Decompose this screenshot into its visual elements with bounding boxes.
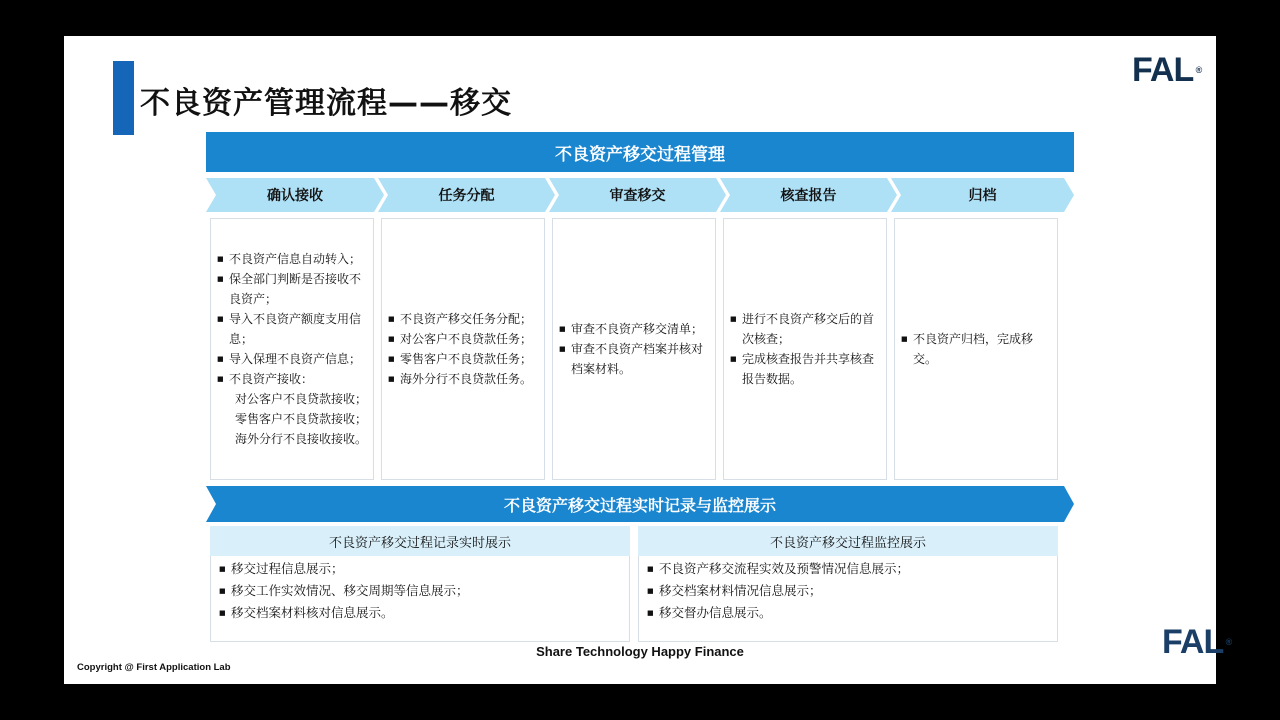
list-item: ■ 完成核查报告并共享核查报告数据。 [742, 349, 884, 389]
list-item: ■ 移交档案材料情况信息展示； [659, 580, 1057, 602]
list-item: ■ 移交档案材料核对信息展示。 [231, 602, 629, 624]
column-verify-report [723, 218, 887, 480]
list-item: ■ 审查不良资产移交清单； [571, 319, 713, 339]
list-item: ■ 不良资产信息自动转入； [229, 249, 371, 269]
list-item: ■ 零售客户不良贷款任务； [400, 349, 542, 369]
monitoring-banner-text: 不良资产移交过程实时记录与监控展示 [503, 495, 776, 515]
list-item: ■ 导入保理不良资产信息； [229, 349, 371, 369]
tagline: Share Technology Happy Finance [536, 644, 744, 659]
column-confirm-receive [210, 218, 374, 480]
list-item: ■ 海外分行不良贷款任务。 [400, 369, 542, 389]
list-item: ■ 不良资产接收： [229, 369, 371, 389]
column-task-assign [381, 218, 545, 480]
logo-text: FAL [1132, 51, 1194, 89]
fal-watermark-logo [1162, 623, 1232, 661]
logo-text: FAL [1162, 623, 1224, 661]
panel-record-header: 不良资产移交过程记录实时展示 [210, 526, 630, 556]
registered-mark: ® [1195, 65, 1202, 75]
step-review-transfer: 审查移交 [609, 188, 666, 204]
sub-list-item: 零售客户不良贷款接收； [235, 412, 368, 426]
process-steps [206, 178, 1074, 212]
panel-monitor [638, 556, 1058, 642]
list-item: ■ 进行不良资产移交后的首次核查； [742, 309, 884, 349]
page-title: 不良资产管理流程——移交 [140, 86, 512, 121]
fal-logo [1132, 51, 1202, 89]
slide [64, 36, 1232, 684]
copyright: Copyright @ First Application Lab [77, 662, 231, 673]
step-archive: 归档 [968, 188, 997, 204]
step-verify-report: 核查报告 [780, 188, 837, 204]
step-confirm-receive: 确认接收 [267, 188, 323, 204]
monitoring-banner [206, 486, 1074, 522]
panel-monitor-header: 不良资产移交过程监控展示 [638, 526, 1058, 556]
registered-mark: ® [1225, 637, 1232, 647]
list-item: ■ 不良资产移交流程实效及预警情况信息展示； [659, 558, 1057, 580]
list-item: ■ 审查不良资产档案并核对档案材料。 [571, 339, 713, 379]
process-management-banner: 不良资产移交过程管理 [206, 132, 1074, 172]
list-item: ■ 保全部门判断是否接收不良资产； [229, 269, 371, 309]
list-item: ■ 移交过程信息展示； [231, 558, 629, 580]
step-task-assign: 任务分配 [438, 188, 495, 204]
list-item: ■ 不良资产归档，完成移交。 [913, 329, 1055, 369]
sub-list-item: 对公客户不良贷款接收； [235, 392, 368, 406]
column-archive [894, 218, 1058, 480]
list-item: ■ 导入不良资产额度支用信息； [229, 309, 371, 349]
list-item: ■ 移交督办信息展示。 [659, 602, 1057, 624]
list-item: ■ 不良资产移交任务分配； [400, 309, 542, 329]
column-review-transfer [552, 218, 716, 480]
list-item: ■ 对公客户不良贷款任务； [400, 329, 542, 349]
title-accent-bar [113, 61, 134, 135]
panel-record [210, 556, 630, 642]
list-item: ■ 移交工作实效情况、移交周期等信息展示； [231, 580, 629, 602]
sub-list-item: 海外分行不良接收接收。 [235, 432, 368, 446]
